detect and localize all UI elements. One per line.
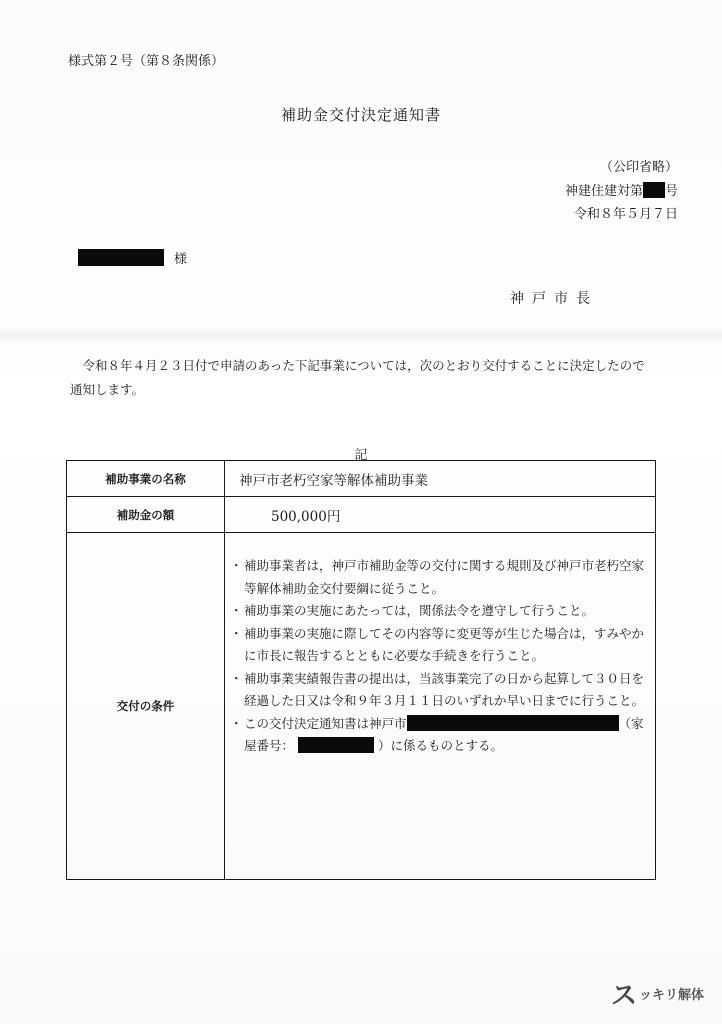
document-date: 令和８年５月７日 (573, 207, 678, 222)
conditions-list (232, 555, 644, 758)
watermark-logo (611, 975, 704, 1012)
notice-body-line: 通知します。 (70, 382, 145, 397)
condition-text: （家屋番号： (244, 715, 644, 753)
addressee (78, 248, 187, 267)
condition-item: ・ 補助事業の実施に際してその内容等に変更等が生じた場合は，すみやかに市長に報告するとともに必要な手続きを行うこと。 (232, 623, 644, 668)
watermark-text: ッキリ解体 (638, 988, 704, 1003)
condition-text: ）に係るものとする。 (378, 738, 504, 753)
table-row (67, 461, 655, 497)
addressee-honorific: 様 (174, 252, 188, 267)
redaction-bar (78, 249, 164, 266)
table-row (67, 533, 655, 879)
seal-note: （公印省略） (599, 160, 678, 175)
table-row (67, 497, 655, 533)
form-label: 様式第２号（第８条関係） (68, 54, 225, 69)
project-name-value: 神戸市老朽空家等解体補助事業 (239, 472, 428, 489)
paper-fold-line (0, 326, 722, 344)
condition-item: ・ 補助事業実績報告書の提出は，当該事業完了の日から起算して３０日を経過した日又は令和９年３月１１日のいずれか早い日までに行うこと。 (232, 668, 644, 713)
ki-heading: 記 (354, 448, 368, 463)
row-label: 交付の条件 (67, 533, 225, 879)
row-label: 補助事業の名称 (67, 461, 225, 496)
document-number-prefix: 神建住建対第 (564, 184, 643, 199)
redaction-bar (643, 182, 665, 198)
row-label: 補助金の額 (67, 497, 225, 532)
condition-item (232, 713, 644, 758)
notice-body (70, 354, 670, 402)
condition-item: ・ 補助事業の実施にあたっては，関係法令を遵守して行うこと。 (232, 600, 644, 623)
document-number (565, 180, 678, 199)
subsidy-table (66, 460, 656, 880)
condition-item: ・ 補助事業者は，神戸市補助金等の交付に関する規則及び神戸市老朽空家等解体補助金交付要綱に従うこと。 (232, 555, 644, 600)
document-number-suffix: 号 (664, 184, 678, 199)
redaction-bar (298, 737, 374, 753)
issuer: 神戸市長 (510, 291, 598, 307)
watermark-big-char: ス (610, 981, 637, 1011)
subsidy-amount-value: 500,000円 (271, 508, 341, 525)
document-title: 補助金交付決定通知書 (280, 106, 441, 124)
condition-text: この交付決定通知書は神戸市 (244, 715, 407, 731)
redaction-bar (407, 715, 619, 731)
notice-body-line: 令和８年４月２３日付で申請のあった下記事業については，次のとおり交付することに決定したので (82, 358, 645, 373)
